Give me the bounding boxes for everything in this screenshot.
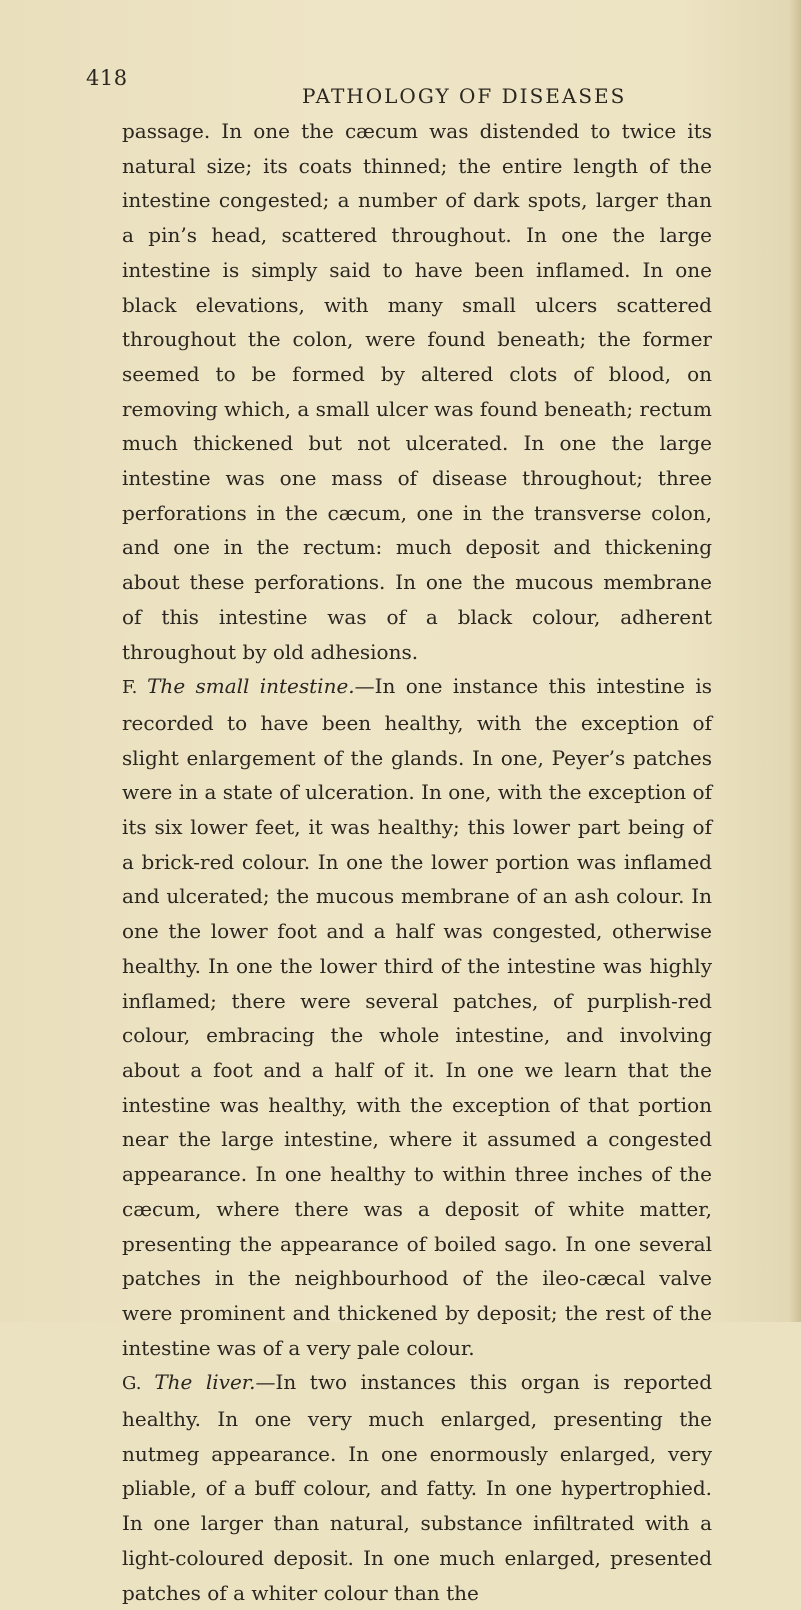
page-header [86, 66, 716, 106]
section-title: The small intestine. [147, 674, 355, 699]
paragraph-text: —In one instance this intestine is recorded to have been healthy, with the exception of slight enlargement of the glands. In one, Peyer’s patches were in a state of ulceration. In one, with the exception of its six lower feet, it was healthy; this lower part being of a brick-red colour. In one the lower portion was inflamed and ulcerated; the mucous membrane of an ash colour. In one the lower foot and a half was congested, otherwise healthy. In one the lower third of the intestine was highly inflamed; there were several patches, of purplish-red colour, embracing the whole intestine, and involving about a foot and a half of it. In one we learn that the intestine was healthy, with the exception of that portion near the large intestine, where it assumed a congested appearance. In one healthy to within three inches of the cæcum, where there was a deposit of white matter, presenting the appearance of boiled sago. In one several patches in the neighbourhood of the ileo-cæcal valve were prominent and thickened by deposit; the rest of the intestine was of a very pale colour. [122, 674, 712, 1360]
section-letter: G. [122, 1373, 155, 1395]
paragraph-text: —In two instances this organ is reported healthy. In one very much enlarged, presenting the nutmeg appearance. In one enormously enlarged, very pliable, of a buff colour, and fatty. In one hypertrophied. In one larger than natural, substance infiltrated with a light-coloured deposit. In one much enlarged, presented patches of a whiter colour than the [122, 1370, 713, 1605]
paragraph-section-g [122, 1365, 712, 1610]
paragraph-text: passage. In one the cæcum was distended to twice its natural size; its coats thinned; the entire length of the intestine congested; a number of dark spots, larger than a pin’s head, scattered throughout. In one the large intestine is simply said to have been inflamed. In one black elevations, with many small ulcers scattered throughout the colon, were found beneath; the former seemed to be formed by altered clots of blood, on removing which, a small ulcer was found beneath; rectum much thickened but not ulcerated. In one the large intestine was one mass of disease throughout; three perforations in the cæcum, one in the transverse colon, and one in the rectum: much deposit and thickening about these perforations. In one the mucous membrane of this intestine was of a black colour, adherent throughout by old adhesions. [122, 119, 712, 664]
paragraph-section-f [122, 669, 712, 1365]
body-text [122, 114, 712, 1610]
section-title: The liver. [154, 1370, 256, 1395]
section-letter: F. [122, 677, 148, 699]
page-edge-shadow [789, 0, 801, 1322]
running-head: PATHOLOGY OF DISEASES [302, 84, 627, 108]
page-number: 418 [86, 66, 128, 90]
paragraph-continuation [122, 114, 712, 669]
